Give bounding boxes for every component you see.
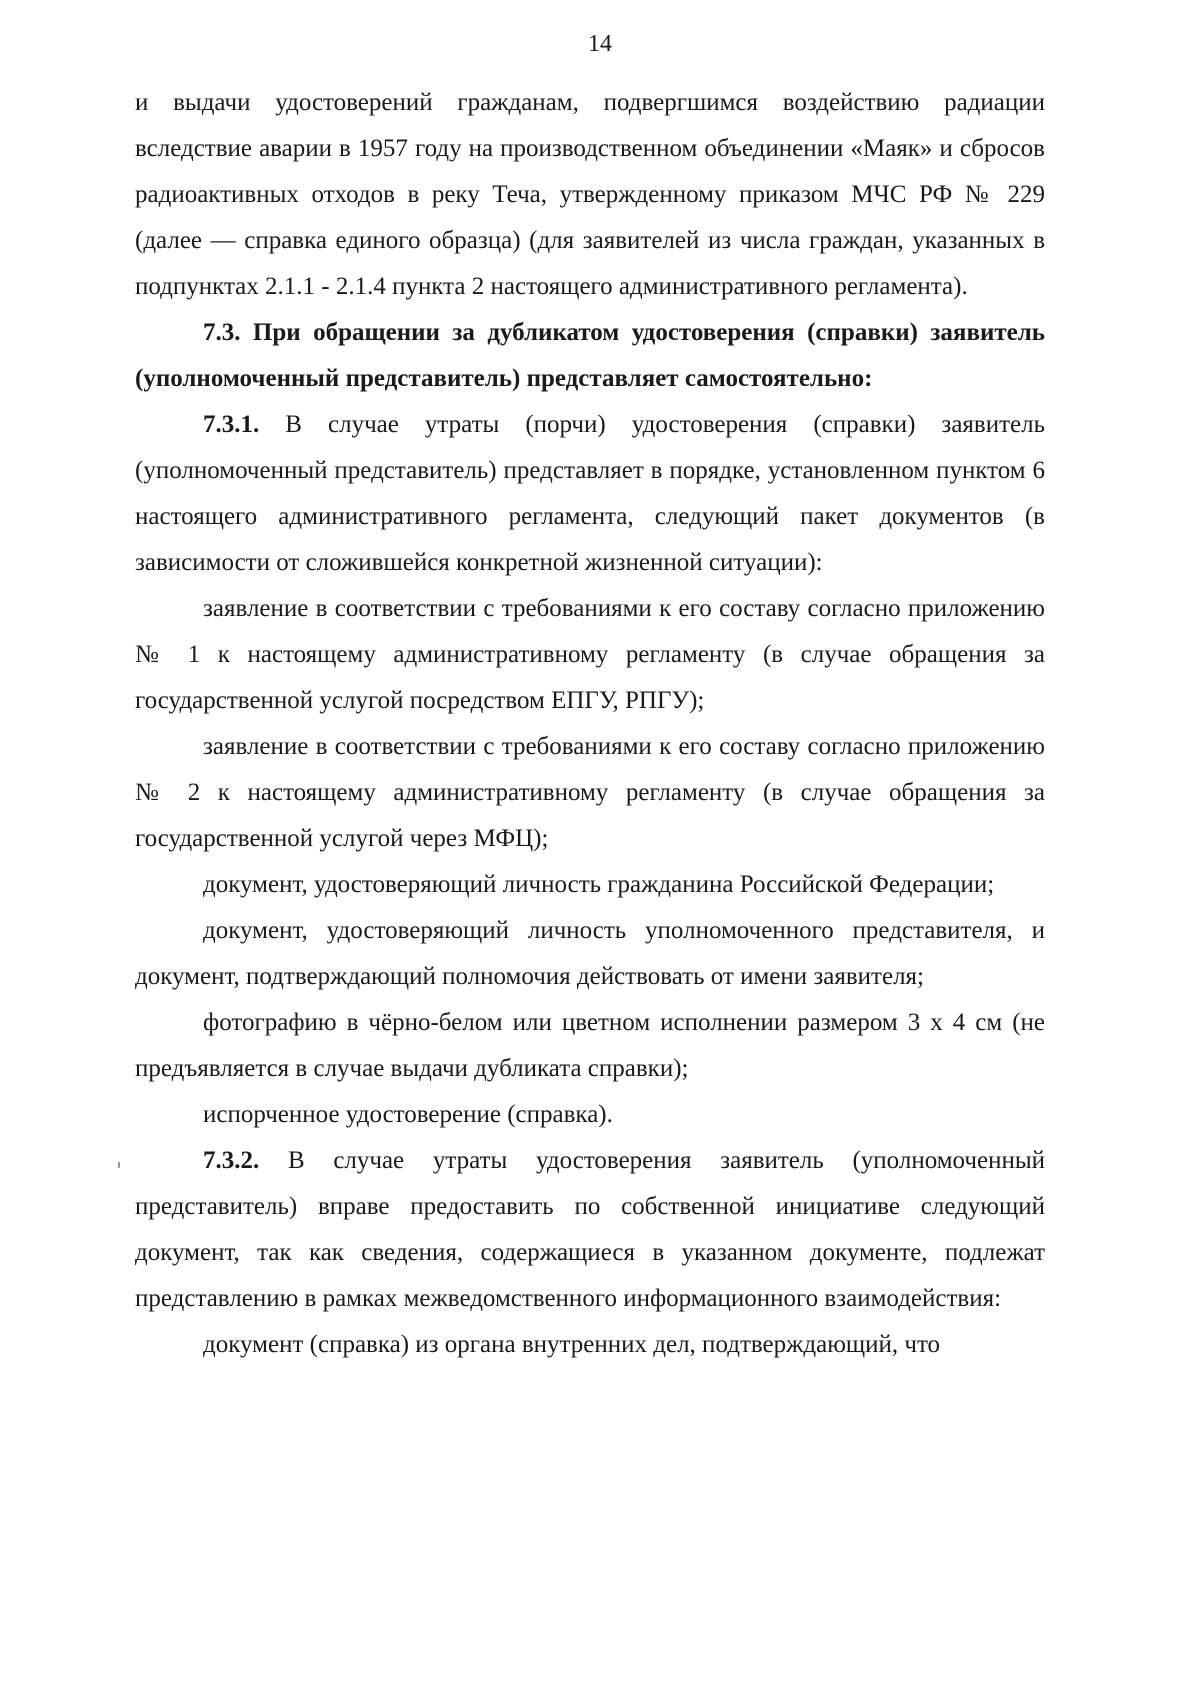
list-item-damaged-certificate: испорченное удостоверение (справка).: [203, 1101, 613, 1128]
list-item-application-2: заявление в соответствии с требованиями к его составу согласно приложению № 2 к настоящему административному регламенту (в случае обращения за государственной услугой через МФЦ);: [135, 733, 1045, 852]
paragraph-continuation: и выдачи удостоверений гражданам, подвергшимся воздействию радиации вследствие аварии в 1957 году на производственном объединении «Маяк» и сбросов радиоактивных отходов в реку Теча, утвержденному приказом МЧС РФ № 229 (далее — справка единого образца) (для заявителей из числа граждан, указанных в подпунктах 2.1.1 - 2.1.4 пункта 2 настоящего административного регламента).: [135, 89, 1045, 300]
document-body: [135, 80, 1045, 1368]
clause-text: В случае утраты удостоверения заявитель (уполномоченный представитель) вправе предоставить по собственной инициативе следующий документ, так как сведения, содержащиеся в указанном документе, подлежат представлению в рамках межведомственного информационного взаимодействия:: [135, 1147, 1045, 1312]
clause-number: 7.3.1.: [203, 411, 260, 438]
list-item-identity-document: документ, удостоверяющий личность гражданина Российской Федерации;: [203, 871, 995, 898]
scan-speck: [118, 1162, 120, 1168]
clause-text: В случае утраты (порчи) удостоверения (справки) заявитель (уполномоченный представитель) представляет в порядке, установленном пунктом 6 настоящего административного регламента, следующий пакет документов (в зависимости от сложившейся конкретной жизненной ситуации):: [135, 411, 1045, 576]
paragraph-7-3-2: [135, 1138, 1045, 1322]
clause-number: 7.3.2.: [203, 1147, 260, 1174]
list-item-application-1: заявление в соответствии с требованиями к его составу согласно приложению № 1 к настоящему административному регламенту (в случае обращения за государственной услугой посредством ЕПГУ, РПГУ);: [135, 595, 1045, 714]
list-item-representative-document: документ, удостоверяющий личность уполномоченного представителя, и документ, подтверждающий полномочия действовать от имени заявителя;: [135, 917, 1045, 990]
paragraph-7-3-1: [135, 402, 1045, 586]
list-item-police-certificate: документ (справка) из органа внутренних дел, подтверждающий, что: [203, 1331, 941, 1358]
page-number: 14: [588, 31, 612, 57]
section-heading-7-3: 7.3. При обращении за дубликатом удостоверения (справки) заявитель (уполномоченный представитель) представляет самостоятельно:: [135, 319, 1045, 392]
list-item-photo: фотографию в чёрно-белом или цветном исполнении размером 3 х 4 см (не предъявляется в случае выдачи дубликата справки);: [135, 1009, 1045, 1082]
